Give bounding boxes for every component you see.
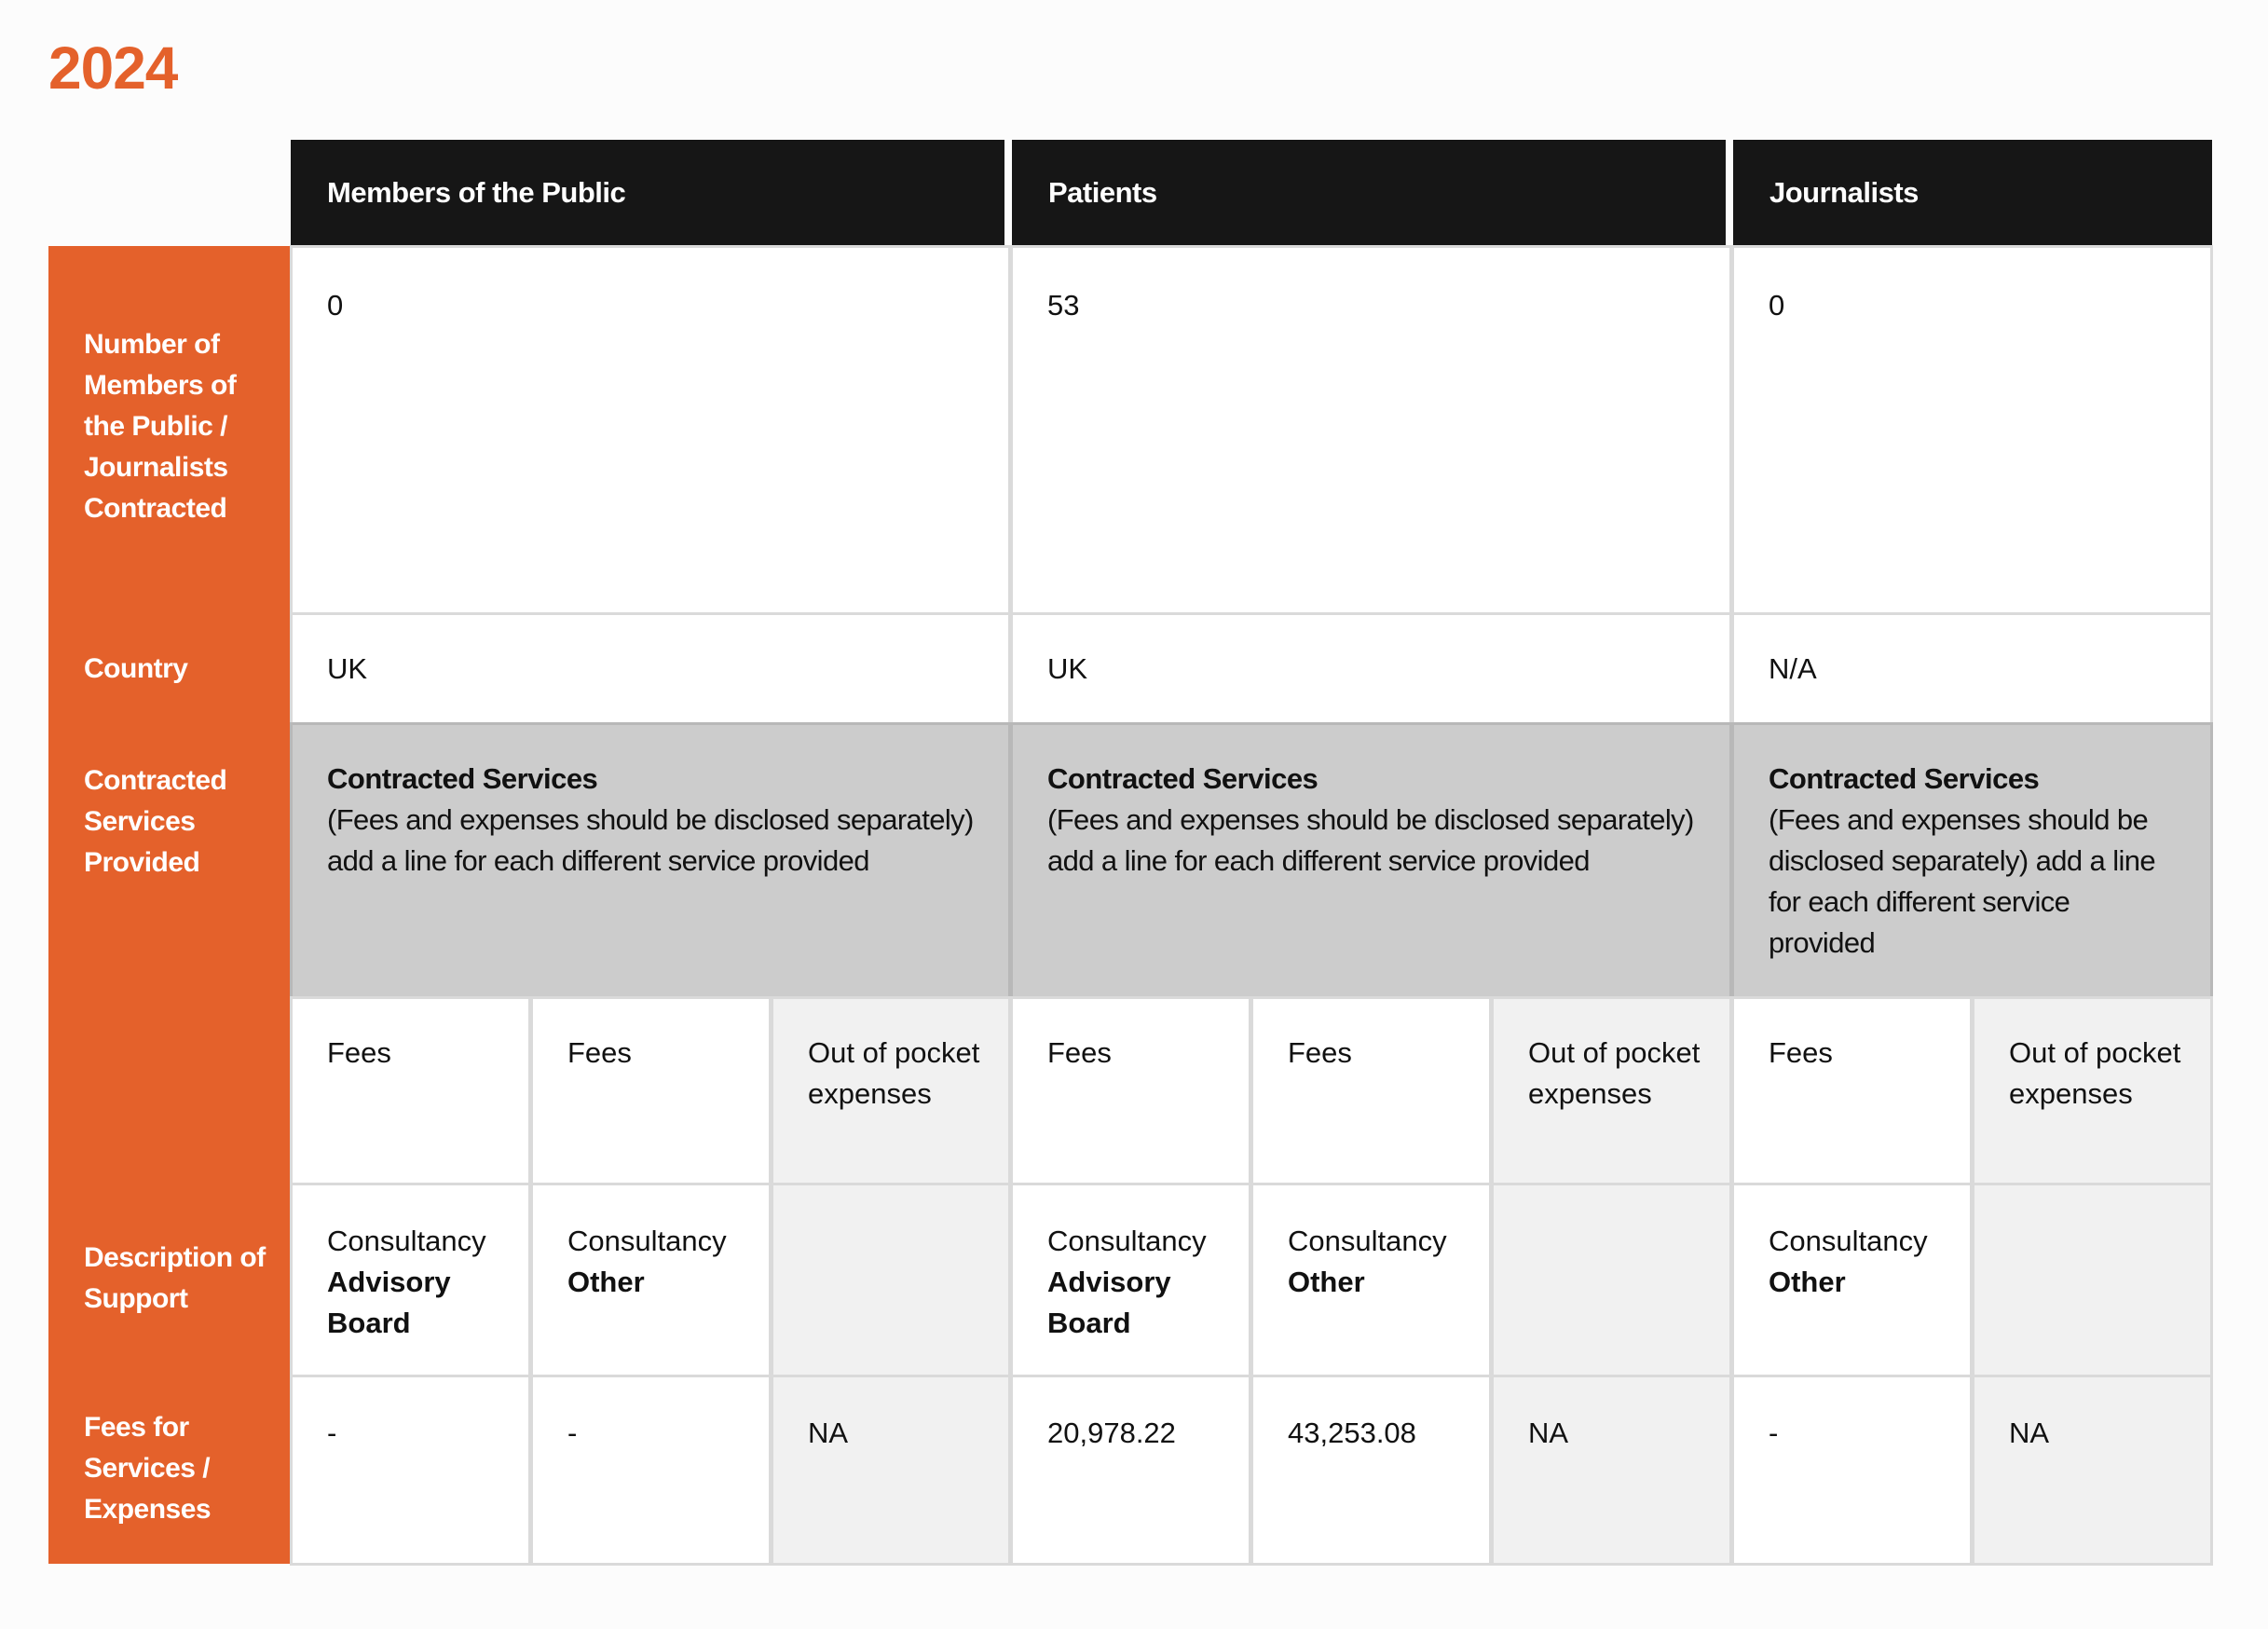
description-consultancy: Consultancy	[1288, 1225, 1447, 1257]
number-journalists	[1731, 245, 2213, 615]
subheader-label: Fees	[1769, 1036, 1833, 1069]
country-patients-value: UK	[1047, 652, 1088, 685]
description-consultancy: Consultancy	[327, 1225, 486, 1257]
description-patients-other	[1250, 1183, 1492, 1377]
description-journalists-oop	[1972, 1183, 2213, 1377]
subheader-label: Fees	[1047, 1036, 1112, 1069]
services-note-body: (Fees and expenses should be disclosed separately) add a line for each different service provided	[1769, 803, 2156, 959]
number-patients	[1010, 245, 1732, 615]
row-header-number	[48, 246, 291, 613]
row-header-services-label: Contracted Services Provided	[84, 765, 227, 878]
fees-value: NA	[2009, 1417, 2050, 1449]
fees-value: 43,253.08	[1288, 1417, 1416, 1449]
fees-journalists-oop	[1972, 1375, 2213, 1566]
column-header-journalists: Journalists	[1733, 140, 2212, 246]
subheader-patients-fees-2	[1250, 996, 1492, 1185]
row-header-country	[48, 613, 291, 723]
fees-journalists-other	[1731, 1375, 1973, 1566]
fees-value: NA	[1528, 1417, 1569, 1449]
services-note-title: Contracted Services	[1769, 762, 2040, 795]
subheader-label: Out of pocket expenses	[808, 1036, 980, 1110]
description-public-oop	[771, 1183, 1011, 1377]
services-note-public	[290, 722, 1011, 999]
services-note-body: (Fees and expenses should be disclosed separately) add a line for each different service provided	[1047, 803, 1694, 877]
subheader-public-fees-1	[290, 996, 531, 1185]
description-public-advisory	[290, 1183, 531, 1377]
services-note-journalists	[1731, 722, 2213, 999]
description-public-other	[530, 1183, 772, 1377]
year-title: 2024	[48, 34, 178, 102]
subheader-patients-fees-1	[1010, 996, 1251, 1185]
row-header-number-label: Number of Members of the Public / Journalists Contracted	[84, 329, 237, 524]
fees-value: 20,978.22	[1047, 1417, 1176, 1449]
fees-patients-other	[1250, 1375, 1492, 1566]
fees-value: -	[327, 1417, 337, 1449]
subheader-label: Out of pocket expenses	[1528, 1036, 1701, 1110]
description-journalists-other	[1731, 1183, 1973, 1377]
subheader-public-oop	[771, 996, 1011, 1185]
column-header-patients: Patients	[1012, 140, 1726, 246]
row-header-country-label: Country	[84, 653, 188, 684]
row-header-fees	[48, 1376, 291, 1564]
country-public-value: UK	[327, 652, 368, 685]
country-public	[290, 612, 1011, 725]
description-patients-oop	[1491, 1183, 1732, 1377]
fees-public-oop	[771, 1375, 1011, 1566]
description-type: Other	[567, 1266, 645, 1298]
services-note-patients	[1010, 722, 1732, 999]
description-consultancy: Consultancy	[567, 1225, 727, 1257]
fees-patients-oop	[1491, 1375, 1732, 1566]
subheader-journalists-fees	[1731, 996, 1973, 1185]
description-patients-advisory	[1010, 1183, 1251, 1377]
services-note-body: (Fees and expenses should be disclosed separately) add a line for each different service provided	[327, 803, 974, 877]
subheader-label: Out of pocket expenses	[2009, 1036, 2181, 1110]
country-patients	[1010, 612, 1732, 725]
subheader-patients-oop	[1491, 996, 1732, 1185]
subheader-label: Fees	[567, 1036, 632, 1069]
subheader-label: Fees	[1288, 1036, 1352, 1069]
subheader-label: Fees	[327, 1036, 391, 1069]
description-consultancy: Consultancy	[1047, 1225, 1207, 1257]
services-note-title: Contracted Services	[1047, 762, 1318, 795]
number-patients-value: 53	[1047, 289, 1080, 322]
subheader-journalists-oop	[1972, 996, 2213, 1185]
services-note-title: Contracted Services	[327, 762, 598, 795]
country-journalists	[1731, 612, 2213, 725]
number-public-value: 0	[327, 289, 344, 322]
country-journalists-value: N/A	[1769, 652, 1817, 685]
column-header-public: Members of the Public	[291, 140, 1004, 246]
fees-patients-advisory	[1010, 1375, 1251, 1566]
subheader-public-fees-2	[530, 996, 772, 1185]
description-type: Advisory Board	[327, 1266, 451, 1339]
description-type: Other	[1769, 1266, 1846, 1298]
description-type: Advisory Board	[1047, 1266, 1171, 1339]
fees-value: NA	[808, 1417, 849, 1449]
number-public	[290, 245, 1011, 615]
fees-value: -	[1769, 1417, 1779, 1449]
row-header-services	[48, 723, 291, 1184]
row-header-fees-label: Fees for Services / Expenses	[84, 1412, 212, 1525]
fees-public-other	[530, 1375, 772, 1566]
description-type: Other	[1288, 1266, 1365, 1298]
number-journalists-value: 0	[1769, 289, 1785, 322]
fees-public-advisory	[290, 1375, 531, 1566]
row-header-description-label: Description of Support	[84, 1242, 266, 1314]
row-header-description	[48, 1184, 291, 1376]
description-consultancy: Consultancy	[1769, 1225, 1928, 1257]
fees-value: -	[567, 1417, 578, 1449]
